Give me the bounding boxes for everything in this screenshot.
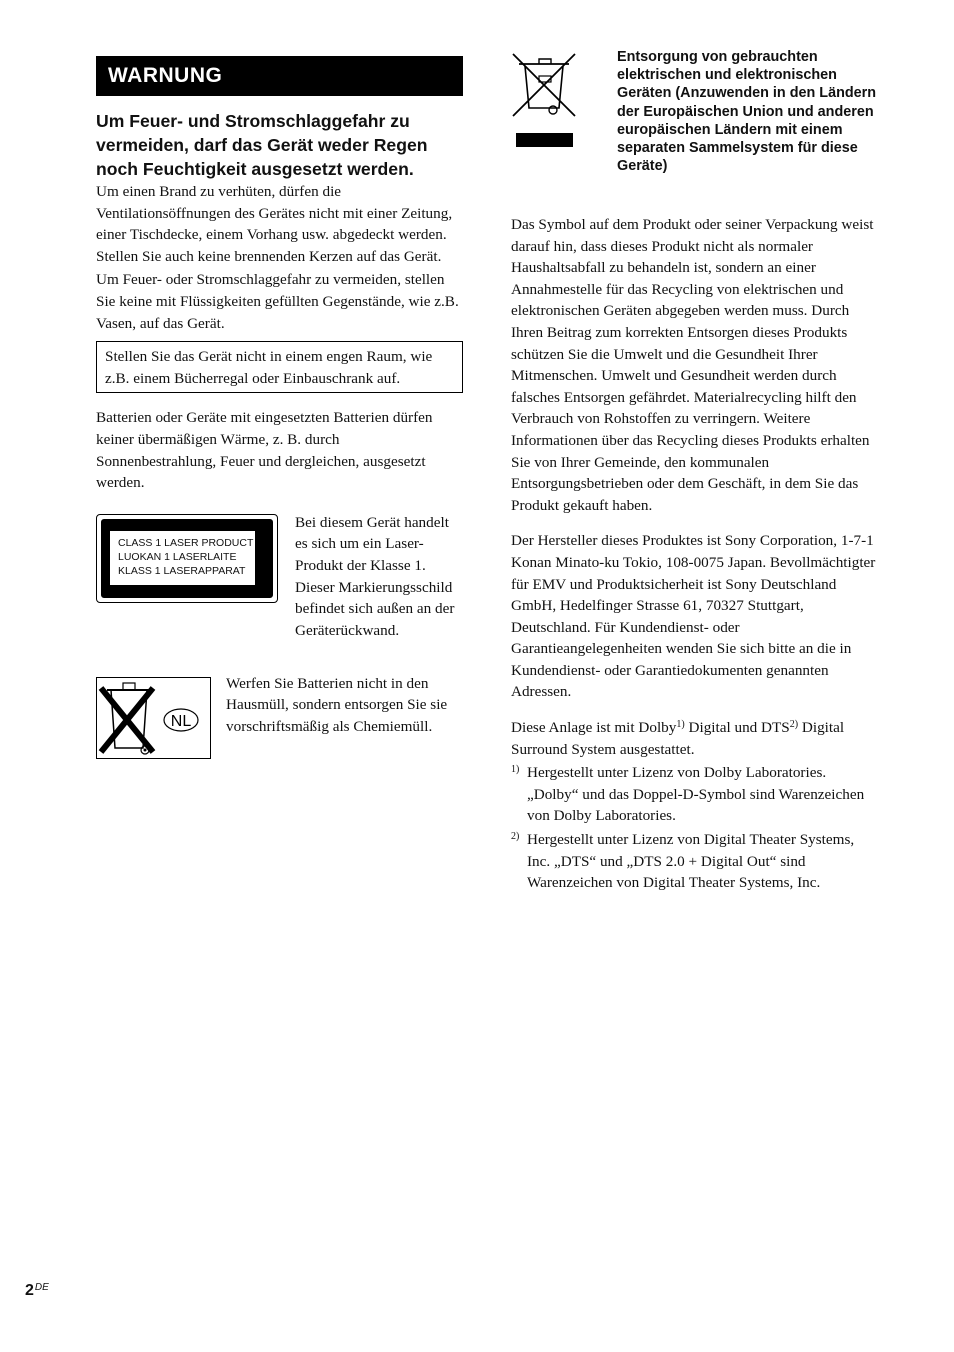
laser-label-line-3: KLASS 1 LASERAPPARAT [118, 564, 246, 577]
footnote-1-text: Hergestellt unter Lizenz von Dolby Laboratories. „Dolby“ und das Doppel-D-Symbol sind Warenzeichen von Dolby Laboratories. [527, 764, 865, 825]
batteries-heat-paragraph: Batterien oder Geräte mit eingesetzten Batterien dürfen keiner übermäßigen Wärme, z. B. durch Sonnenbestrahlung, Feuer und dergleichen, ausgesetzt werden. [96, 409, 433, 492]
footnote-1 [511, 762, 881, 827]
right-column [511, 48, 881, 894]
warning-title-bar: WARNUNG [96, 56, 463, 96]
battery-disposal-section [96, 673, 463, 773]
dolby-dts-paragraph [511, 717, 881, 760]
page-number-suffix: DE [34, 1282, 49, 1293]
weee-paragraph: Das Symbol auf dem Produkt oder seiner Verpackung weist darauf hin, dass dieses Produkt nicht als normaler Haushaltsabfall zu behandeln ist, sondern an einer Annahmestelle für das Recycling von elektrischen und elektronischen Geräten abgegeben werden muss. Durch Ihren Beitrag zum korrekten Entsorgen dieses Produkts schützen Sie die Umwelt und die Gesundheit Ihrer Mitmenschen. Umwelt und Gesundheit werden durch falsches Entsorgen gefährdet. Materialrecycling hilft den Verbrauch von Rohstoffen zu verringern. Weitere Informationen über das Recycling dieses Produkts erhalten Sie von Ihrer Gemeinde, den kommunalen Entsorgungsbetrieben oder dem Geschäft, in dem Sie das Produkt gekauft haben. [511, 216, 874, 514]
left-column [96, 56, 463, 773]
laser-label-line-2: LUOKAN 1 LASERLAITE [118, 550, 237, 563]
manufacturer-paragraph: Der Hersteller dieses Produktes ist Sony Corporation, 1-7-1 Konan Minato-ku Tokio, 108-0075 Japan. Bevollmächtigter für EMV und Produktsicherheit ist Sony Deutschland GmbH, Hedelfinger Strasse 61, 70327 Stuttgart, Deutschland. Für Kundendienst- oder Garantieangelegenheiten wenden Sie sich bitte an die in Kundendienst- oder Garantiedokumenten genannten Adressen. [511, 532, 876, 701]
dolby-sup-1: 1) [676, 719, 685, 731]
boxed-note: Stellen Sie das Gerät nicht in einem engen Raum, wie z.B. einem Bücherregal oder Einbauschrank auf. [96, 341, 463, 393]
weee-section [511, 48, 881, 214]
battery-icon-nl-label: NL [170, 712, 192, 730]
dolby-text-1: Diese Anlage ist mit Dolby [511, 719, 677, 737]
laser-section [96, 512, 463, 662]
battery-disposal-text: Werfen Sie Batterien nicht in den Hausmüll, sondern entsorgen Sie sie vorschriftsmäßig als Chemiemüll. [226, 674, 448, 735]
footnote-2-text: Hergestellt unter Lizenz von Digital Theater Systems, Inc. „DTS“ und „DTS 2.0 + Digital Out“ sind Warenzeichen von Digital Theater Systems, Inc. [527, 831, 855, 892]
dolby-text-3: Digital Surround System ausgestattet. [511, 719, 845, 758]
page-number-value: 2 [25, 1282, 34, 1299]
liquids-paragraph: Um Feuer- oder Stromschlaggefahr zu vermeiden, stellen Sie keine mit Flüssigkeiten gefüllten Gegenstände, wie z.B. Vasen, auf das Gerät. [96, 271, 459, 332]
laser-label-line-1: CLASS 1 LASER PRODUCT [118, 536, 254, 549]
laser-text: Bei diesem Gerät handelt es sich um ein Laser-Produkt der Klasse 1. Dieser Markierungsschild befindet sich außen an der Geräterückwand. [295, 513, 455, 639]
footnote-2-mark: 2) [511, 831, 520, 843]
battery-disposal-icon [96, 677, 211, 759]
page-number [25, 1282, 49, 1300]
weee-heading: Entsorgung von gebrauchten elektrischen und elektronischen Geräten (Anzuwenden in den Ländern der Europäischen Union und anderen europäischen Ländern mit einem separaten Sammelsystem für diese Geräte) [617, 49, 877, 175]
weee-crossed-bin-icon [511, 48, 581, 150]
dolby-text-2: Digital und DTS [684, 719, 790, 737]
crossed-bin-icon [97, 678, 210, 758]
laser-label-inner [110, 531, 255, 585]
footnote-2 [511, 829, 881, 894]
ventilation-paragraph: Um einen Brand zu verhüten, dürfen die Ventilationsöffnungen des Gerätes nicht mit einer Zeitung, einer Tischdecke, einem Vorhang usw. abgedeckt werden. Stellen Sie auch keine brennenden Kerzen auf das Gerät. [96, 183, 453, 265]
warning-heading: Um Feuer- und Stromschlaggefahr zu vermeiden, darf das Gerät weder Regen noch Feuchtigkeit ausgesetzt werden. [96, 111, 428, 179]
laser-product-label [96, 514, 278, 603]
footnote-1-mark: 1) [511, 764, 520, 776]
dolby-sup-2: 2) [789, 719, 799, 731]
